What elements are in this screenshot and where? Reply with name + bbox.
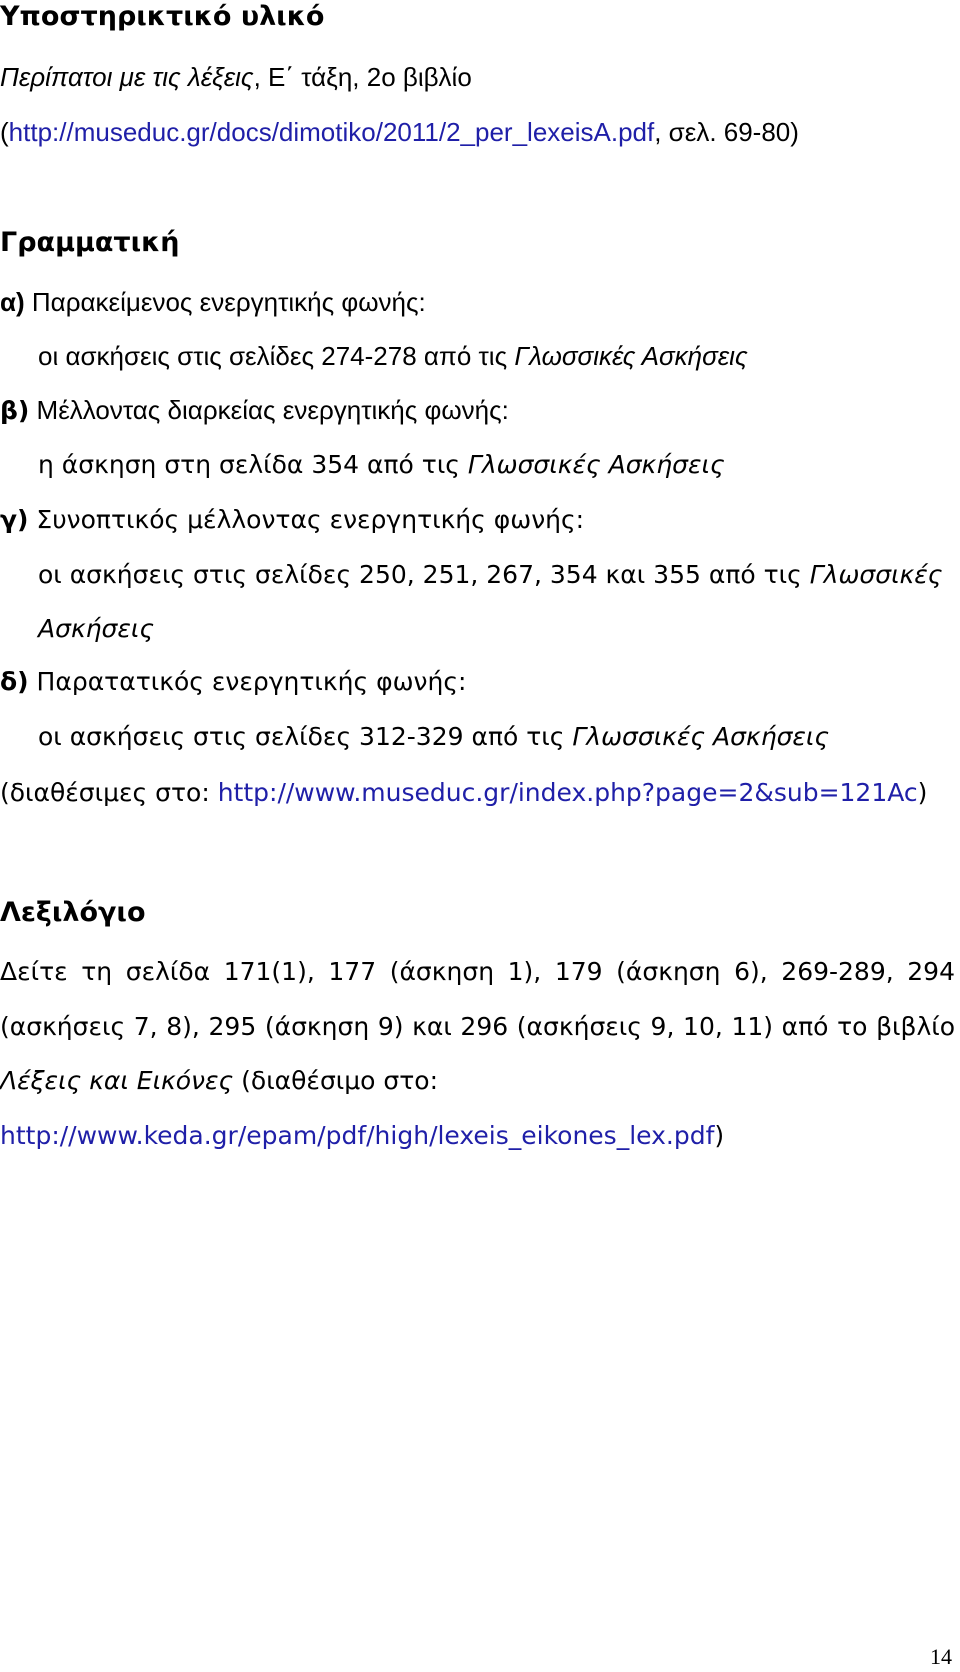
support-heading: Υποστηρικτικό υλικό (0, 1, 325, 32)
book-title: Περίπατοι με τις λέξεις (0, 62, 254, 92)
vocabulary-line-3 (0, 1066, 438, 1096)
grammar-url-link[interactable]: http://www.museduc.gr/index.php?page=2&sub=121Ac (217, 778, 918, 807)
grammar-item-d-label (0, 667, 466, 697)
vocabulary-heading: Λεξιλόγιο (0, 897, 146, 928)
vocabulary-line-2: (ασκήσεις 7, 8), 295 (άσκηση 9) και 296 (ασκήσεις 9, 10, 11) από το βιβλίο (0, 1012, 955, 1041)
item-label: Συνοπτικός μέλλοντας ενεργητικής φωνής: (28, 505, 585, 534)
grammar-item-a-label (0, 287, 426, 317)
grammar-availability (0, 778, 927, 808)
item-label: Μέλλοντας διαρκείας ενεργητικής φωνής: (29, 395, 509, 425)
item-book: Γλωσσικές (809, 560, 943, 589)
vocabulary-available: (διαθέσιμο στο: (233, 1066, 439, 1095)
item-book: Γλωσσικές Ασκήσεις (572, 722, 830, 751)
grammar-item-c-text-cont: Ασκήσεις (38, 614, 155, 643)
grammar-item-b-text (38, 450, 725, 480)
grammar-item-c-text (38, 560, 942, 590)
item-label: Παρατατικός ενεργητικής φωνής: (28, 667, 467, 696)
item-text: οι ασκήσεις στις σελίδες 250, 251, 267, 354 και 355 από τις (38, 560, 810, 589)
grammar-item-a-text (38, 341, 748, 371)
page-number: 14 (930, 1644, 952, 1669)
support-url-line (0, 117, 799, 147)
support-url-link[interactable]: http://museduc.gr/docs/dimotiko/2011/2_per_lexeisA.pdf (8, 117, 655, 147)
vocabulary-url-link[interactable]: http://www.keda.gr/epam/pdf/high/lexeis_eikones_lex.pdf (0, 1121, 715, 1150)
grammar-item-b-label (0, 395, 509, 426)
vocabulary-book-title: Λέξεις και Εικόνες (0, 1066, 234, 1095)
item-letter: δ) (0, 667, 29, 696)
item-label: Παρακείμενος ενεργητικής φωνής: (24, 287, 426, 317)
availability-prefix: (διαθέσιμες στο: (0, 778, 218, 807)
close-paren: ) (714, 1121, 725, 1150)
support-pages: , σελ. 69-80) (654, 117, 799, 147)
open-paren: ( (0, 117, 9, 147)
availability-suffix: ) (917, 778, 928, 807)
grammar-item-d-text (38, 722, 829, 752)
item-letter: α) (0, 287, 25, 317)
item-book: Γλωσσικές Ασκήσεις (514, 341, 748, 371)
grammar-heading: Γραμματική (0, 227, 180, 258)
vocabulary-line-4 (0, 1121, 724, 1151)
item-text: οι ασκήσεις στις σελίδες 312-329 από τις (38, 722, 573, 751)
item-book: Γλωσσικές Ασκήσεις (467, 450, 725, 479)
item-letter: γ) (0, 505, 29, 534)
vocabulary-line-1: Δείτε τη σελίδα 171(1), 177 (άσκηση 1), 179 (άσκηση 6), 269-289, 294 (0, 957, 955, 986)
support-source-line (0, 62, 472, 92)
grammar-item-c-label (0, 505, 584, 535)
item-letter: β) (0, 396, 30, 425)
item-text: οι ασκήσεις στις σελίδες 274-278 από τις (38, 341, 515, 371)
item-text: η άσκηση στη σελίδα 354 από τις (38, 450, 468, 479)
book-details: , Ε΄ τάξη, 2ο βιβλίο (253, 62, 472, 92)
